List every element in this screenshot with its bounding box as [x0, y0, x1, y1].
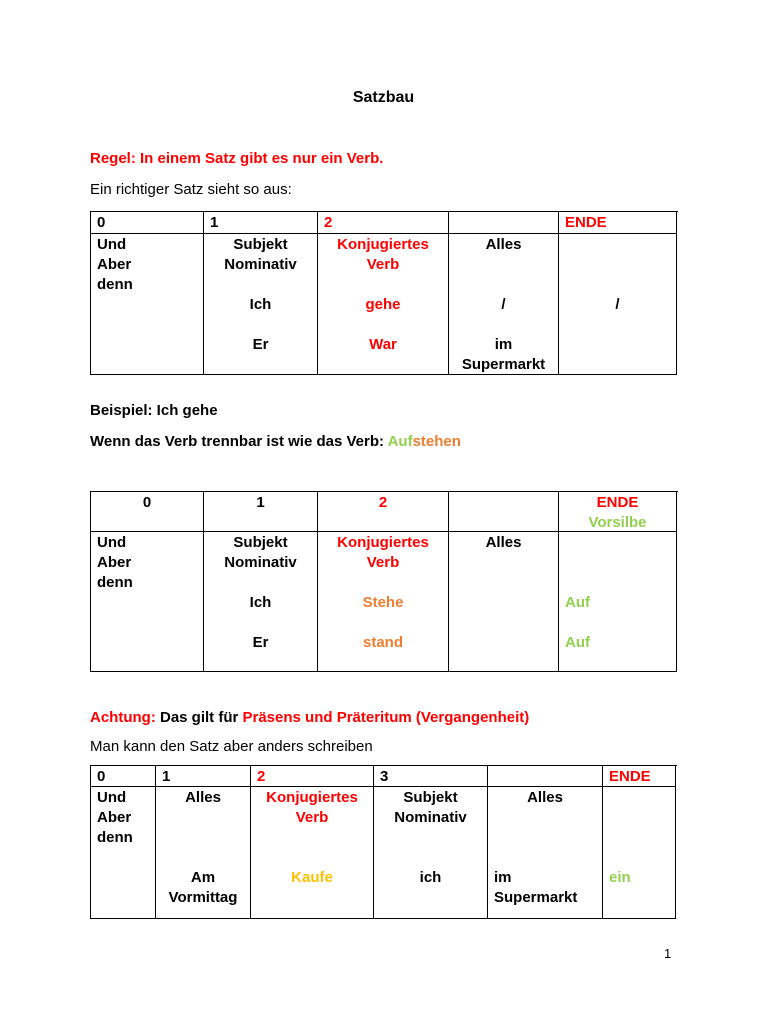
satzbau-table-trennbar-line — [565, 533, 670, 553]
satzbau-table-praesens-body — [91, 234, 678, 375]
satzbau-table-umgestellt-header-cell-3 — [374, 766, 488, 787]
satzbau-table-umgestellt-line: Supermarkt — [494, 889, 578, 906]
satzbau-table-praesens-line — [455, 255, 552, 275]
satzbau-table-praesens-line — [210, 275, 311, 295]
satzbau-table-praesens-line — [565, 255, 670, 275]
satzbau-table-trennbar-line: 0 — [142, 494, 152, 511]
satzbau-table-praesens-line: ENDE — [565, 214, 607, 231]
satzbau-table-praesens-body-cell-3 — [449, 234, 559, 375]
satzbau-table-trennbar-line: 2 — [378, 494, 388, 511]
satzbau-table-trennbar-body — [91, 532, 678, 672]
satzbau-table-umgestellt-line: Nominativ — [394, 809, 467, 826]
satzbau-table-umgestellt-line: Alles — [185, 789, 221, 806]
satzbau-table-praesens-body-cell-2 — [318, 234, 449, 375]
satzbau-table-umgestellt-line — [162, 848, 244, 868]
satzbau-table-umgestellt-line — [494, 848, 596, 868]
satzbau-table-trennbar-header-cell-1 — [204, 492, 318, 532]
satzbau-table-umgestellt-line: ENDE — [609, 768, 651, 785]
satzbau-table-praesens-header — [91, 212, 678, 234]
satzbau-table-trennbar-line: Vorsilbe — [588, 514, 647, 531]
satzbau-table-umgestellt-line: Kaufe — [291, 869, 333, 886]
satzbau-table-trennbar-line: Subjekt — [233, 534, 288, 551]
trennbar-heading — [90, 432, 677, 452]
satzbau-table-umgestellt-line: 3 — [380, 768, 389, 785]
satzbau-table-trennbar-body-cell-0 — [91, 532, 204, 672]
satzbau-table-umgestellt-line: Konjugiertes — [266, 789, 358, 806]
satzbau-table-trennbar-body-cell-4 — [559, 532, 677, 672]
satzbau-table-umgestellt-line: Am — [190, 869, 216, 886]
satzbau-table-trennbar-line — [210, 573, 311, 593]
satzbau-table-trennbar-line — [565, 613, 670, 633]
satzbau-table-trennbar-line: Und — [97, 534, 127, 551]
satzbau-table-umgestellt-line — [609, 808, 669, 828]
satzbau-table-umgestellt-line — [609, 848, 669, 868]
satzbau-table-trennbar-header-cell-4 — [559, 492, 677, 532]
satzbau-table-trennbar-line: Aber — [97, 554, 132, 571]
satzbau-table-trennbar-header — [91, 492, 678, 532]
rule-heading: Regel: In einem Satz gibt es nur ein Verb. — [90, 150, 384, 167]
satzbau-table-trennbar-header-cell-3 — [449, 492, 559, 532]
table-umgestellt — [90, 765, 677, 919]
satzbau-table-umgestellt-header-cell-1 — [156, 766, 251, 787]
satzbau-table-trennbar-body-cell-1 — [204, 532, 318, 672]
satzbau-table-umgestellt-line — [609, 828, 669, 848]
satzbau-table-umgestellt-body-cell-1 — [156, 787, 251, 919]
satzbau-table-trennbar-line — [324, 573, 442, 593]
satzbau-table-trennbar-line: Stehe — [362, 594, 404, 611]
satzbau-table-praesens-line: / — [615, 296, 620, 313]
satzbau-table-umgestellt-header-cell-2 — [251, 766, 374, 787]
satzbau-table-umgestellt-line — [162, 808, 244, 828]
satzbau-table-umgestellt-line: 2 — [257, 768, 266, 785]
satzbau-table-praesens-line: Nominativ — [224, 256, 297, 273]
satzbau-table-praesens-line: Ich — [249, 296, 272, 313]
satzbau-table-praesens-body-cell-0 — [91, 234, 204, 375]
trennbar-word-prefix: Auf — [387, 433, 413, 450]
alternative-text: Man kann den Satz aber anders schreiben — [90, 738, 373, 755]
satzbau-table-trennbar-line: stand — [362, 634, 403, 651]
satzbau-table-trennbar-line — [210, 613, 311, 633]
satzbau-table-trennbar-line — [565, 553, 670, 573]
satzbau-table-praesens-line: Subjekt — [233, 236, 288, 253]
satzbau-table-praesens-line: Konjugiertes — [337, 236, 429, 253]
trennbar-prefix: Wenn das Verb trennbar ist wie das Verb: — [90, 433, 388, 450]
table-trennbar — [90, 491, 678, 672]
satzbau-table-umgestellt-line — [609, 788, 669, 808]
document-page — [90, 0, 677, 919]
satzbau-table-praesens-line: Er — [252, 336, 269, 353]
satzbau-table-praesens-line: Aber — [97, 256, 132, 273]
satzbau-table-umgestellt-line — [257, 848, 367, 868]
satzbau-table-praesens-header-cell-3 — [449, 212, 559, 234]
achtung-tenses: Präsens und Präteritum (Vergangenheit) — [242, 709, 530, 726]
satzbau-table-trennbar-header-cell-0 — [91, 492, 204, 532]
satzbau-table-trennbar-line — [324, 613, 442, 633]
satzbau-table-praesens-line — [324, 315, 442, 335]
satzbau-table-umgestellt-body — [91, 787, 677, 919]
satzbau-table-umgestellt-header-cell-4 — [488, 766, 603, 787]
satzbau-table-praesens-header-cell-0 — [91, 212, 204, 234]
trennbar-word-stem: stehen — [412, 433, 461, 450]
satzbau-table-umgestellt-line: Verb — [295, 809, 329, 826]
satzbau-table-praesens-body-cell-4 — [559, 234, 677, 375]
satzbau-table-praesens-line — [565, 275, 670, 295]
satzbau-table-praesens-line — [455, 275, 552, 295]
satzbau-table-trennbar-line: Konjugiertes — [337, 534, 429, 551]
satzbau-table-umgestellt-line: Vormittag — [168, 889, 238, 906]
achtung-mid: Das gilt für — [159, 709, 243, 726]
example-heading: Beispiel: Ich gehe — [90, 402, 218, 419]
satzbau-table-praesens-line: 0 — [97, 214, 106, 231]
satzbau-table-praesens-header-cell-1 — [204, 212, 318, 234]
satzbau-table-trennbar-body-cell-2 — [318, 532, 449, 672]
satzbau-table-umgestellt-header — [91, 766, 677, 787]
satzbau-table-umgestellt-line: Alles — [527, 789, 563, 806]
satzbau-table-praesens-line — [324, 275, 442, 295]
satzbau-table-trennbar-line: Nominativ — [224, 554, 297, 571]
achtung-label: Achtung: — [90, 709, 160, 726]
satzbau-table-umgestellt-body-cell-3 — [374, 787, 488, 919]
satzbau-table-umgestellt-header-cell-5 — [603, 766, 676, 787]
satzbau-table-umgestellt-line — [257, 828, 367, 848]
satzbau-table-praesens-line — [210, 315, 311, 335]
satzbau-table-trennbar-line: Verb — [366, 554, 400, 571]
satzbau-table-umgestellt-line — [494, 808, 596, 828]
satzbau-table-trennbar-line: 1 — [256, 494, 265, 511]
satzbau-table-trennbar-line: ENDE — [596, 494, 639, 511]
satzbau-table-praesens-line — [455, 315, 552, 335]
satzbau-table-praesens-line: / — [501, 296, 506, 313]
satzbau-table-praesens-line: Alles — [485, 236, 522, 253]
satzbau-table-praesens-line: im — [494, 336, 513, 353]
satzbau-table-trennbar-line — [565, 573, 670, 593]
page-number: 1 — [664, 946, 672, 961]
satzbau-table-umgestellt-body-cell-0 — [91, 787, 156, 919]
satzbau-table-trennbar-body-cell-3 — [449, 532, 559, 672]
satzbau-table-praesens-line: War — [369, 336, 397, 353]
satzbau-table-praesens-line: Supermarkt — [461, 356, 546, 373]
satzbau-table-umgestellt-line: 1 — [162, 768, 171, 785]
satzbau-table-trennbar-line: denn — [97, 574, 133, 591]
satzbau-table-trennbar-header-cell-2 — [318, 492, 449, 532]
satzbau-table-umgestellt-line: Aber — [97, 809, 132, 826]
satzbau-table-umgestellt-line: Subjekt — [403, 789, 458, 806]
satzbau-table-umgestellt-line — [380, 828, 481, 848]
satzbau-table-umgestellt-body-cell-4 — [488, 787, 603, 919]
satzbau-table-umgestellt-line — [162, 828, 244, 848]
satzbau-table-trennbar-line: Alles — [485, 534, 522, 551]
satzbau-table-umgestellt-line: 0 — [97, 768, 106, 785]
satzbau-table-praesens-line: denn — [97, 276, 133, 293]
satzbau-table-umgestellt-body-cell-5 — [603, 787, 676, 919]
satzbau-table-umgestellt-line — [380, 848, 481, 868]
satzbau-table-umgestellt-line: denn — [97, 829, 133, 846]
satzbau-table-praesens-line: Und — [97, 236, 127, 253]
satzbau-table-umgestellt-header-cell-0 — [91, 766, 156, 787]
satzbau-table-trennbar-line: Auf — [565, 634, 590, 651]
page-title: Satzbau — [352, 89, 415, 106]
satzbau-table-praesens-header-cell-4 — [559, 212, 677, 234]
intro-text: Ein richtiger Satz sieht so aus: — [90, 181, 292, 198]
satzbau-table-praesens-line: 1 — [210, 214, 219, 231]
satzbau-table-praesens-line: gehe — [365, 296, 401, 313]
satzbau-table-umgestellt-line: im — [494, 869, 512, 886]
achtung-heading — [90, 708, 677, 728]
satzbau-table-trennbar-line: Ich — [249, 594, 272, 611]
satzbau-table-praesens-line — [565, 235, 670, 255]
satzbau-table-trennbar-line: Er — [252, 634, 269, 651]
satzbau-table-praesens-line: Verb — [366, 256, 400, 273]
satzbau-table-praesens-header-cell-2 — [318, 212, 449, 234]
satzbau-table-umgestellt-body-cell-2 — [251, 787, 374, 919]
satzbau-table-trennbar-line: Auf — [565, 594, 590, 611]
table-praesens — [90, 211, 678, 375]
satzbau-table-umgestellt-line: ich — [419, 869, 442, 886]
satzbau-table-umgestellt-line — [494, 828, 596, 848]
satzbau-table-umgestellt-line: Und — [97, 789, 127, 806]
satzbau-table-praesens-line: 2 — [324, 214, 333, 231]
satzbau-table-praesens-body-cell-1 — [204, 234, 318, 375]
satzbau-table-umgestellt-line: ein — [609, 869, 631, 886]
